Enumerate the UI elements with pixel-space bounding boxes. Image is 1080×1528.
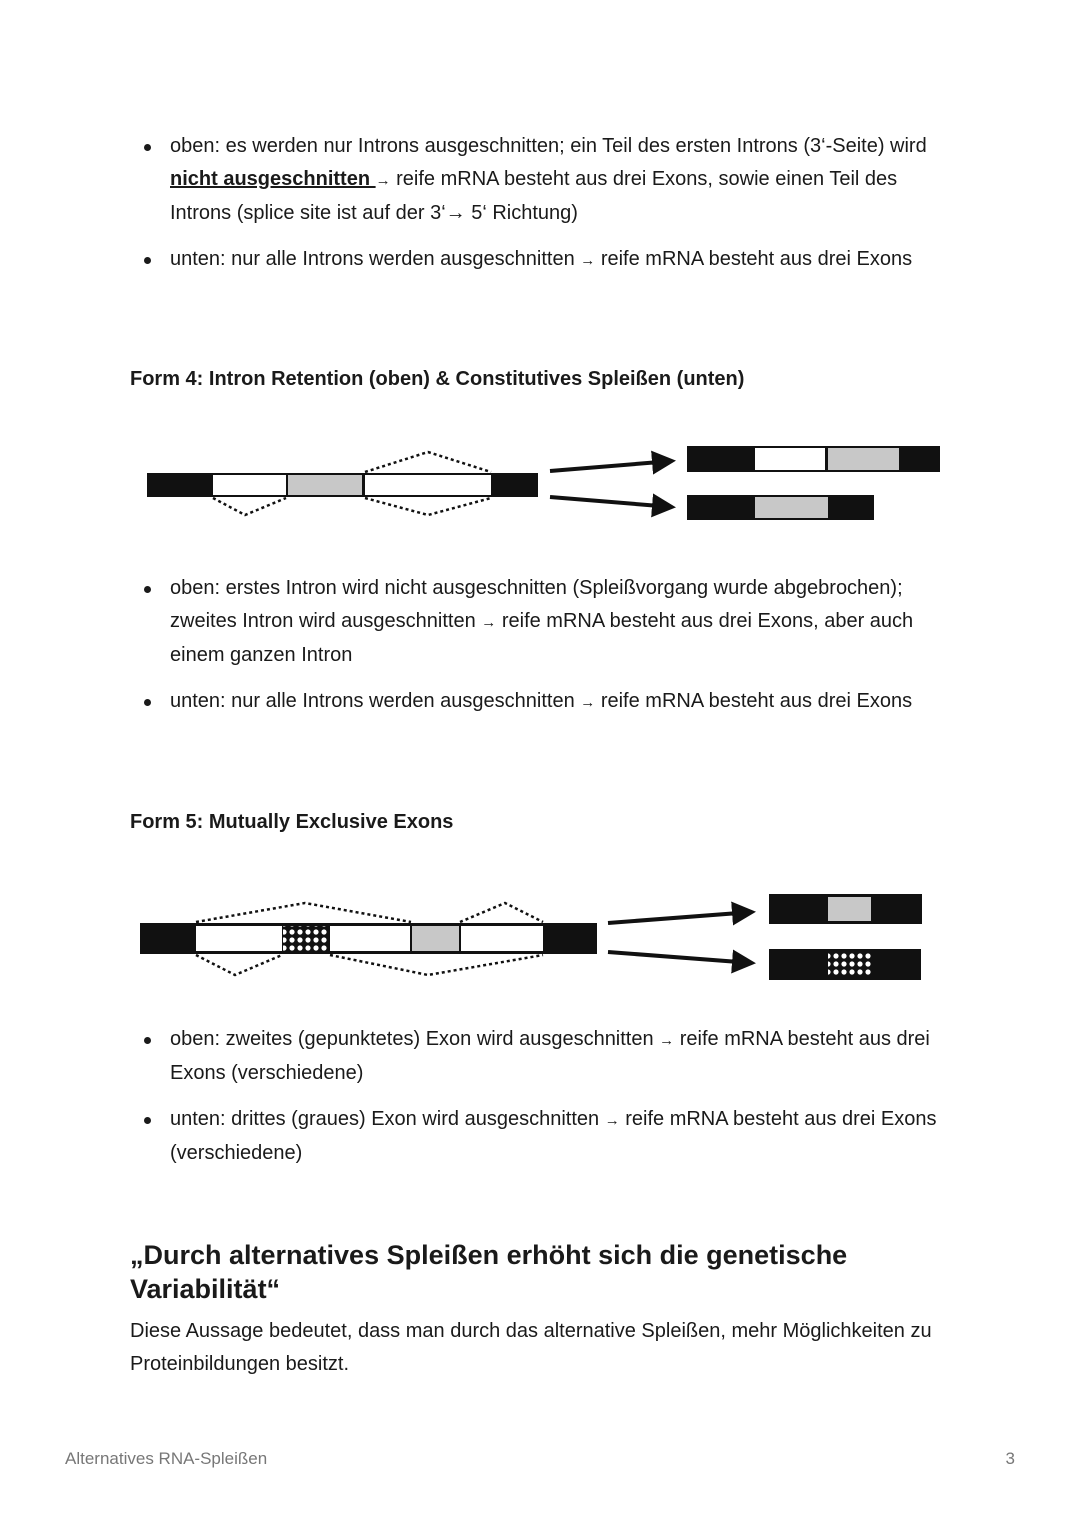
page-number: 3	[1005, 1449, 1015, 1468]
text: reife mRNA besteht aus drei Exons	[595, 248, 913, 270]
text: reife mRNA besteht aus drei Exons, sowie einen Teil des Introns (splice site ist auf der 3‘→ 5‘ Richtung)	[170, 168, 898, 224]
form5-diagram	[140, 894, 922, 980]
text: reife mRNA besteht aus drei Exons (verschiedene)	[170, 1108, 937, 1164]
quote-paragraph: Diese Aussage bedeutet, dass man durch das alternative Spleißen, mehr Möglichkeiten zu Proteinbildungen besitzt.	[130, 1320, 932, 1375]
text: unten: drittes (graues) Exon wird ausgeschnitten	[170, 1108, 605, 1130]
arrow-symbol: →	[580, 694, 596, 711]
arrow-icon	[550, 497, 672, 507]
intron	[213, 475, 286, 495]
quote-heading: „Durch alternatives Spleißen erhöht sich die genetische Variabilität“	[130, 1240, 848, 1304]
text: unten: nur alle Introns werden ausgeschnitten	[170, 248, 581, 270]
exon-dotted	[283, 926, 328, 951]
form5-bullet-list	[130, 1023, 960, 1183]
text: oben: es werden nur Introns ausgeschnitten; ein Teil des ersten Introns (3‘-Seite) wird	[170, 135, 927, 157]
text: reife mRNA besteht aus drei Exons	[595, 690, 913, 712]
intron	[365, 475, 491, 495]
bullet-item	[130, 1103, 960, 1170]
text: oben: erstes Intron wird nicht ausgeschnitten (Spleißvorgang wurde abgebrochen); zweites Intron wird ausgeschnitten	[170, 577, 903, 632]
bullet-item	[130, 572, 960, 672]
arrow-symbol: →	[659, 1032, 675, 1049]
arrow-symbol: →	[580, 252, 596, 269]
text: reife mRNA besteht aus drei Exons (verschiedene)	[170, 1028, 930, 1084]
bullet-item	[130, 685, 960, 719]
arrow-icon	[608, 952, 752, 963]
text: reife mRNA besteht aus drei Exons, aber auch einem ganzen Intron	[170, 610, 914, 666]
emphasis-text: nicht ausgeschnitten	[170, 168, 376, 190]
footer-title: Alternatives RNA-Spleißen	[65, 1449, 268, 1468]
text: unten: nur alle Introns werden ausgeschnitten	[170, 690, 581, 712]
form4-heading: Form 4: Intron Retention (oben) & Constitutives Spleißen (unten)	[130, 368, 745, 390]
bullet-item	[130, 1023, 960, 1090]
exon-grey	[288, 475, 362, 495]
form5-heading: Form 5: Mutually Exclusive Exons	[130, 811, 454, 833]
text: oben: zweites (gepunktetes) Exon wird ausgeschnitten	[170, 1028, 660, 1050]
form4-diagram	[147, 446, 940, 520]
arrow-symbol: →	[481, 614, 497, 631]
form4-bullet-list	[130, 572, 960, 732]
arrow-symbol: →	[375, 172, 391, 189]
arrow-icon	[550, 461, 672, 471]
arrow-icon	[608, 912, 752, 923]
exon-grey	[412, 926, 459, 951]
arrow-symbol: →	[604, 1112, 620, 1129]
